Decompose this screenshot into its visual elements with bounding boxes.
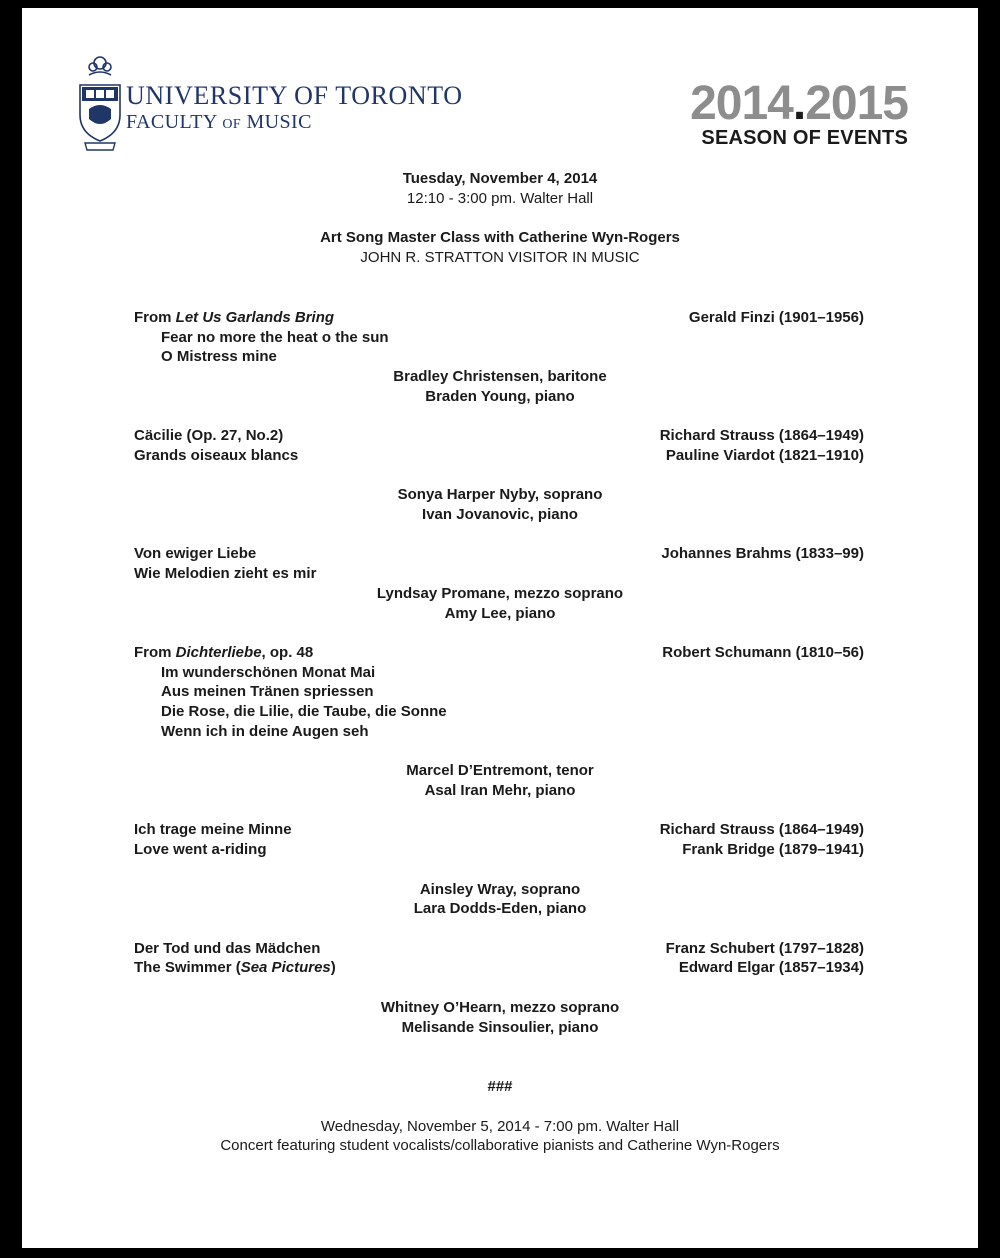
song-cycle-title: Sea Pictures (240, 959, 331, 976)
program-row (134, 347, 864, 367)
performer: Braden Young, piano (425, 388, 575, 405)
program-row (134, 722, 864, 742)
song-title-prefix: The Swimmer ( (134, 959, 241, 976)
composer: Franz Schubert (1797–1828) (665, 940, 864, 957)
performer: Lyndsay Promane, mezzo soprano (376, 585, 624, 602)
song-title: Der Tod und das Mädchen (134, 940, 321, 957)
performer: Asal Iran Mehr, piano (424, 782, 576, 799)
song-title: Grands oiseaux blancs (134, 447, 299, 464)
song-title: Im wunderschönen Monat Mai (161, 664, 376, 681)
performer: Lara Dodds-Eden, piano (413, 900, 587, 917)
composer: Pauline Viardot (1821–1910) (665, 447, 864, 464)
university-name: UNIVERSITY OF TORONTO (126, 81, 463, 110)
song-title: Wie Melodien zieht es mir (134, 565, 317, 582)
performer: Sonya Harper Nyby, soprano (397, 486, 603, 503)
faculty-name (126, 112, 312, 132)
composer: Robert Schumann (1810–56) (662, 644, 864, 661)
program-row (134, 643, 864, 663)
program-row (134, 682, 864, 702)
song-title: Ich trage meine Minne (134, 821, 292, 838)
performer: Melisande Sinsoulier, piano (401, 1019, 599, 1036)
event-subtitle: JOHN R. STRATTON VISITOR IN MUSIC (360, 249, 640, 266)
program-row (134, 663, 864, 683)
performer: Ainsley Wray, soprano (419, 881, 581, 898)
song-title: Fear no more the heat o the sun (161, 329, 389, 346)
faculty-name-pre: FACULTY (126, 111, 223, 133)
song-title: Cäcilie (Op. 27, No.2) (134, 427, 284, 444)
composer: Richard Strauss (1864–1949) (659, 427, 864, 444)
song-title: O Mistress mine (161, 348, 277, 365)
performer: Bradley Christensen, baritone (393, 368, 607, 385)
work-opus: , op. 48 (261, 644, 314, 661)
composer: Johannes Brahms (1833–99) (661, 545, 864, 562)
song-title (134, 958, 336, 978)
performer: Amy Lee, piano (444, 605, 556, 622)
university-crest-icon (77, 53, 123, 153)
season-year-end: 2015 (805, 77, 908, 130)
program-row (134, 544, 864, 564)
program-row (134, 328, 864, 348)
program-row (134, 702, 864, 722)
song-title: Die Rose, die Lilie, die Taube, die Sonne (161, 703, 447, 720)
program-row (134, 939, 864, 959)
composer: Richard Strauss (1864–1949) (659, 821, 864, 838)
program-row (134, 820, 864, 840)
section-separator: ### (487, 1078, 513, 1095)
work-title (134, 643, 313, 663)
program-row (134, 958, 864, 978)
composer: Gerald Finzi (1901–1956) (688, 309, 864, 326)
work-prefix: From (134, 644, 176, 661)
program-row (134, 564, 864, 584)
performer: Ivan Jovanovic, piano (422, 506, 578, 523)
composer: Frank Bridge (1879–1941) (682, 841, 864, 858)
program-row (134, 840, 864, 860)
faculty-name-of: OF (222, 117, 242, 132)
song-title: Aus meinen Tränen spriessen (161, 683, 374, 700)
event-time-place: 12:10 - 3:00 pm. Walter Hall (406, 190, 594, 207)
season-label: SEASON OF EVENTS (701, 127, 908, 149)
next-event-date: Wednesday, November 5, 2014 - 7:00 pm. Walter Hall (320, 1118, 680, 1135)
work-cycle-title: Dichterliebe (175, 644, 262, 661)
song-title: Wenn ich in deine Augen seh (161, 723, 369, 740)
performer: Marcel D’Entremont, tenor (406, 762, 594, 779)
season-year-start: 2014 (690, 77, 793, 130)
program-row (134, 426, 864, 446)
program-row (134, 446, 864, 466)
composer: Edward Elgar (1857–1934) (678, 959, 864, 976)
event-title: Art Song Master Class with Catherine Wyn-Rogers (320, 229, 680, 246)
performer: Whitney O’Hearn, mezzo soprano (380, 999, 620, 1016)
work-cycle-title: Let Us Garlands Bring (175, 309, 335, 326)
work-prefix: From (134, 309, 176, 326)
faculty-name-post: MUSIC (241, 111, 312, 133)
program-row (134, 308, 864, 328)
song-title: Von ewiger Liebe (134, 545, 257, 562)
song-title-suffix: ) (330, 959, 336, 976)
program-page (22, 8, 978, 1248)
event-date: Tuesday, November 4, 2014 (402, 170, 598, 187)
season-years (690, 77, 908, 130)
song-title: Love went a-riding (134, 841, 267, 858)
season-year-dot: . (792, 77, 806, 130)
next-event-description: Concert featuring student vocalists/collaborative pianists and Catherine Wyn-Rogers (220, 1137, 780, 1154)
work-title (134, 308, 334, 328)
